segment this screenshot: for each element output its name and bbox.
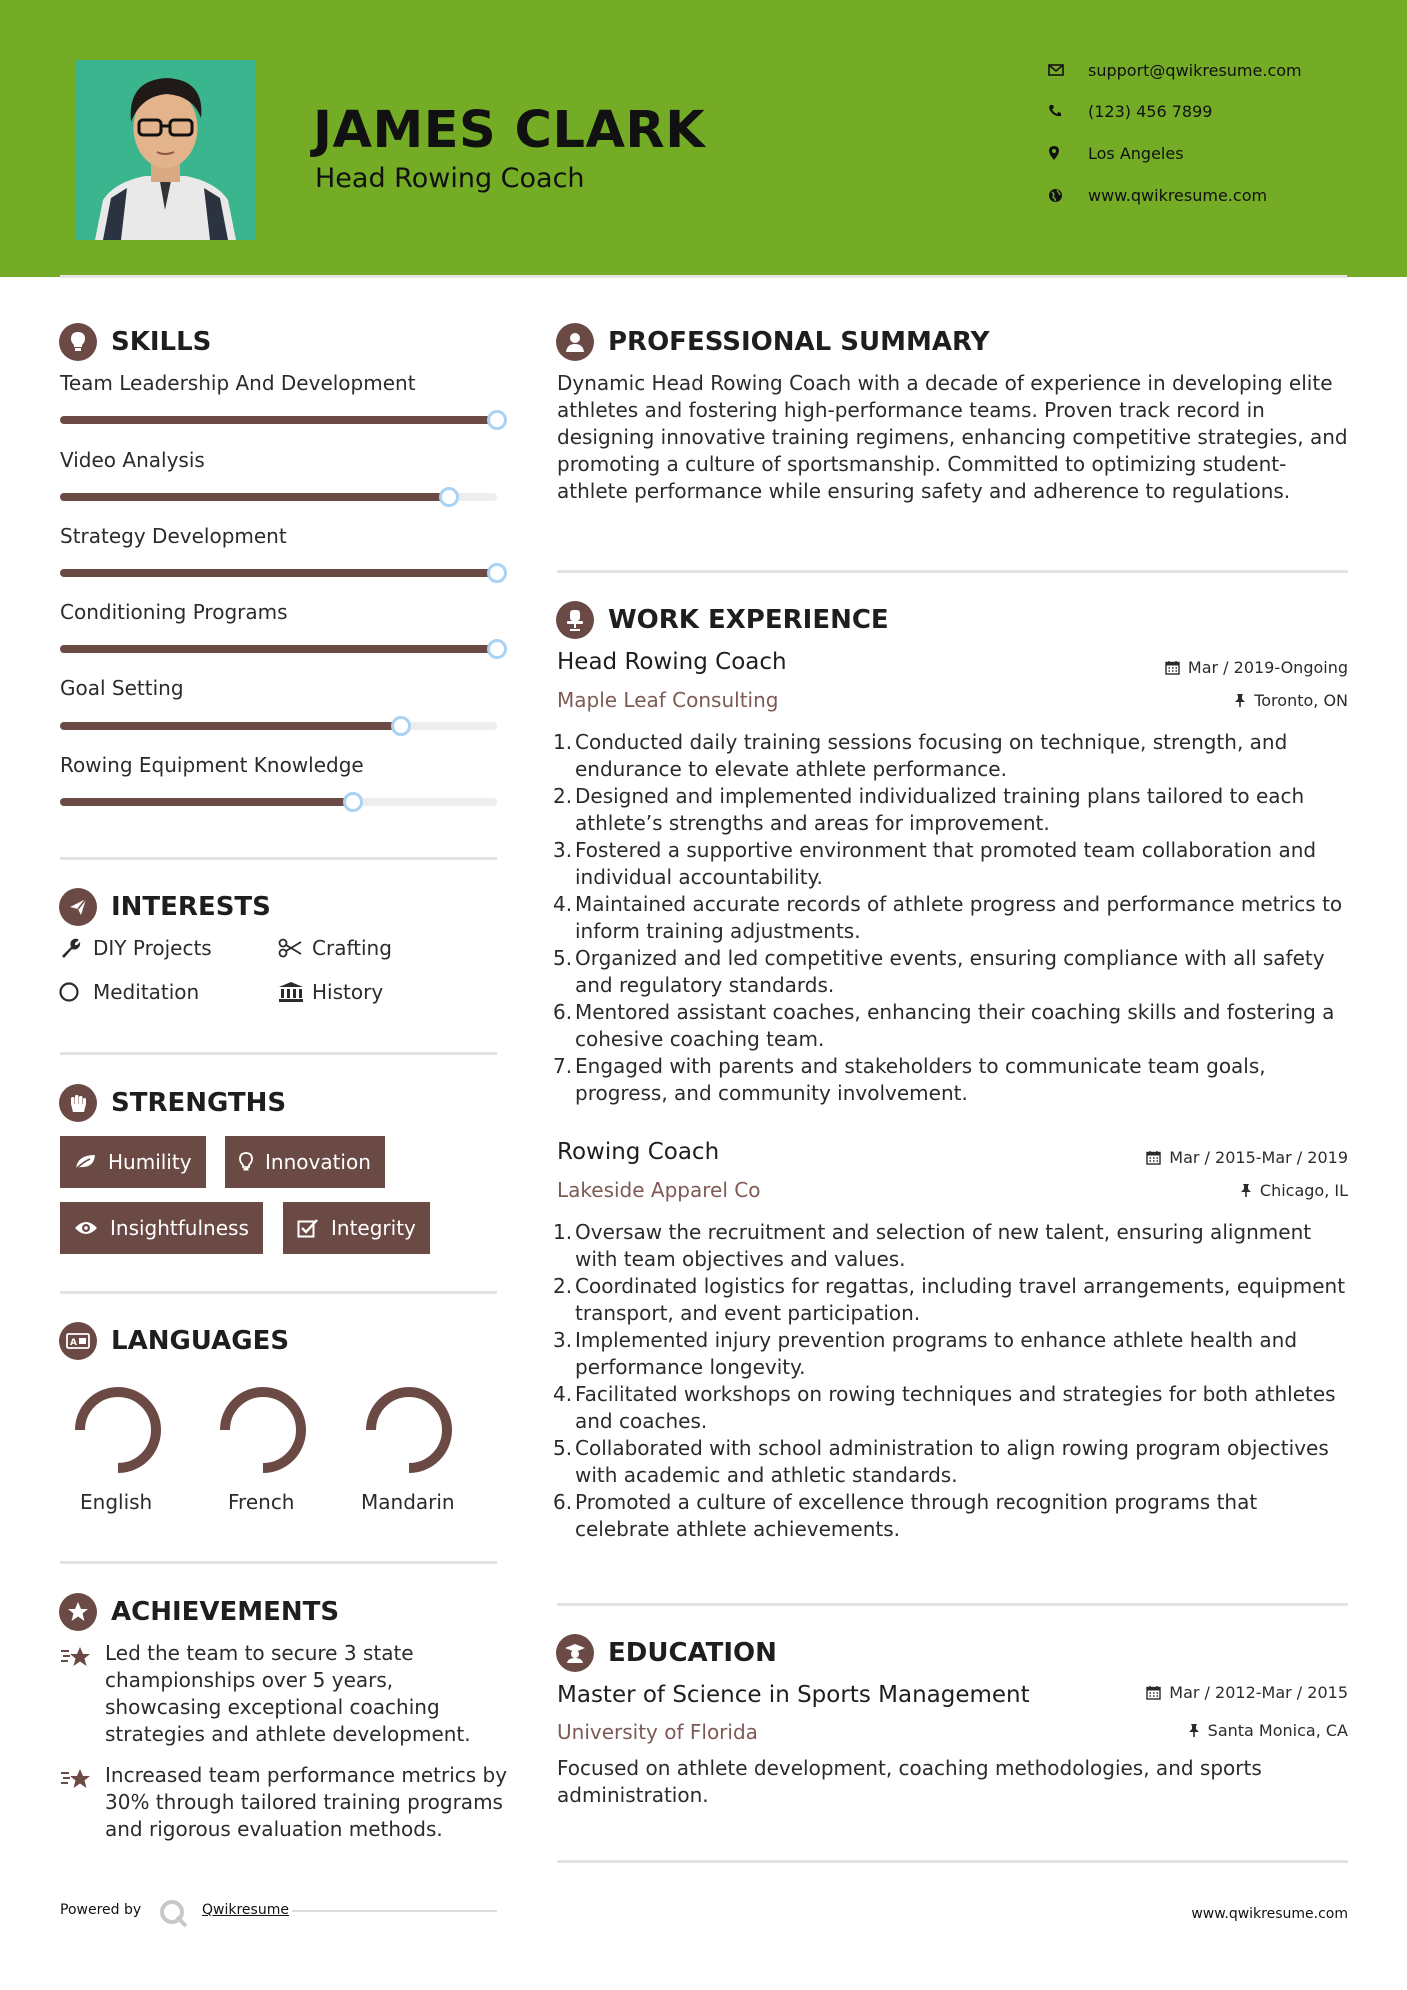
- interest-item: Crafting: [278, 936, 392, 960]
- section-divider: [557, 1860, 1348, 1863]
- duty-item: 1. Conducted daily training sessions focusing on technique, strength, and endurance to elevate athlete performance.: [553, 730, 1288, 781]
- museum-icon: [278, 981, 312, 1003]
- skill-bar-fill: [60, 493, 449, 501]
- duty-item: 6. Promoted a culture of excellence through recognition programs that celebrate athlete achievements.: [553, 1490, 1258, 1541]
- language-ring: [208, 1375, 318, 1485]
- lightbulb-icon: [59, 323, 97, 361]
- skill-bar: [60, 645, 497, 653]
- phone-icon: [1048, 104, 1088, 118]
- wrench-icon: [59, 937, 93, 959]
- duty-item: 2. Coordinated logistics for regattas, including travel arrangements, equipment transport, and event participation.: [553, 1274, 1346, 1325]
- interest-item: DIY Projects: [59, 936, 212, 960]
- pushpin-icon: [1240, 1183, 1252, 1198]
- skill-bar: [60, 798, 497, 806]
- job-dates: Mar / 2015-Mar / 2019: [1146, 1148, 1348, 1167]
- star-icon: [60, 1762, 105, 1843]
- globe-icon: [1048, 188, 1088, 203]
- skill-bar-knob: [391, 716, 411, 736]
- section-divider: [557, 1603, 1348, 1606]
- job-dates: Mar / 2019-Ongoing: [1165, 658, 1348, 677]
- calendar-icon: [1146, 1150, 1161, 1165]
- skill-bar-knob: [487, 410, 507, 430]
- skill-bar: [60, 569, 497, 577]
- duty-item: 5. Organized and led competitive events, ensuring compliance with all safety and regulatory standards.: [553, 946, 1325, 997]
- pushpin-icon: [1234, 693, 1246, 708]
- duty-list: [553, 1219, 1355, 1543]
- skill-bar-fill: [60, 722, 401, 730]
- company-name: Lakeside Apparel Co: [557, 1178, 761, 1202]
- job-location: Toronto, ON: [1234, 691, 1348, 710]
- skill-label: Video Analysis: [60, 448, 205, 472]
- skill-bar-fill: [60, 798, 353, 806]
- education-dates: Mar / 2012-Mar / 2015: [1146, 1683, 1348, 1702]
- strength-tag: Humility: [60, 1136, 206, 1188]
- skill-bar-fill: [60, 645, 497, 653]
- job-title: Rowing Coach: [557, 1139, 720, 1165]
- section-divider: [60, 1052, 497, 1055]
- duty-item: 5. Collaborated with school administration to align rowing program objectives with academic and athletic standards.: [553, 1436, 1329, 1487]
- languages-heading: A LANGUAGES: [59, 1322, 289, 1360]
- strength-tag: Innovation: [225, 1136, 385, 1188]
- calendar-icon: [1165, 660, 1180, 675]
- summary-text: Dynamic Head Rowing Coach with a decade of experience in developing elite athletes and fostering high-performance teams. Proven track record in designing innovative training regimens, enhancing competitive strategies, and promoting a culture of sportsmanship. Committed to optimizing student-athlete performance while ensuring safety and adherence to regulations.: [557, 371, 1348, 503]
- skill-label: Goal Setting: [60, 676, 184, 700]
- company-name: Maple Leaf Consulting: [557, 688, 779, 712]
- section-divider: [60, 1561, 497, 1564]
- calendar-icon: [1146, 1685, 1161, 1700]
- user-icon: [556, 323, 594, 361]
- duty-item: 2. Designed and implemented individualized training plans tailored to each athlete’s strengths and areas for improvement.: [553, 784, 1305, 835]
- duty-item: 3. Fostered a supportive environment that promoted team collaboration and individual accountability.: [553, 838, 1317, 889]
- duty-item: 6. Mentored assistant coaches, enhancing their coaching skills and fostering a cohesive coaching team.: [553, 1000, 1335, 1051]
- education-location: Santa Monica, CA: [1188, 1721, 1348, 1740]
- degree-title: Master of Science in Sports Management: [557, 1682, 1030, 1708]
- language-ring-arc: [80, 1392, 156, 1468]
- skill-bar-fill: [60, 569, 497, 577]
- location-icon: [1048, 145, 1088, 161]
- language-ring: [63, 1375, 173, 1485]
- skill-label: Conditioning Programs: [60, 600, 288, 624]
- skills-heading: SKILLS: [59, 323, 211, 361]
- interest-item: History: [278, 980, 383, 1004]
- skill-bar-knob: [343, 792, 363, 812]
- eye-icon: [74, 1220, 98, 1236]
- skill-bar-knob: [487, 639, 507, 659]
- language-label: English: [80, 1490, 153, 1514]
- job-location: Chicago, IL: [1240, 1181, 1348, 1200]
- svg-text:A: A: [70, 1338, 77, 1348]
- contact-email[interactable]: support@qwikresume.com: [1048, 55, 1348, 85]
- envelope-icon: [1048, 64, 1088, 76]
- duty-item: 3. Implemented injury prevention programs to enhance athlete health and performance longevity.: [553, 1328, 1298, 1379]
- language-label: French: [228, 1490, 295, 1514]
- experience-heading: WORK EXPERIENCE: [556, 601, 889, 639]
- language-ring-arc: [371, 1392, 447, 1468]
- scissors-icon: [278, 938, 312, 958]
- graduate-icon: [556, 1634, 594, 1672]
- footer-divider: [292, 1910, 497, 1912]
- interest-item: Meditation: [59, 980, 199, 1004]
- chair-icon: [556, 601, 594, 639]
- checkbox-icon: [297, 1218, 319, 1238]
- candidate-name: JAMES CLARK: [313, 101, 706, 160]
- qwikresume-logo-icon: [158, 1898, 190, 1930]
- language-card-icon: [59, 1322, 97, 1360]
- section-divider: [557, 570, 1348, 573]
- lightbulb-icon: [239, 1152, 253, 1172]
- strength-tag: Integrity: [283, 1202, 430, 1254]
- interests-heading: INTERESTS: [59, 888, 271, 926]
- candidate-title: Head Rowing Coach: [315, 163, 585, 194]
- star-icon: [59, 1593, 97, 1631]
- achievements-heading: ACHIEVEMENTS: [59, 1593, 339, 1631]
- skill-bar-knob: [487, 563, 507, 583]
- language-ring: [354, 1375, 464, 1485]
- summary-heading: PROFESSIONAL SUMMARY: [556, 323, 989, 361]
- skill-label: Rowing Equipment Knowledge: [60, 753, 364, 777]
- paper-plane-icon: [59, 888, 97, 926]
- fist-icon: [59, 1084, 97, 1122]
- duty-item: 4. Facilitated workshops on rowing techniques and strategies for both athletes and coaches.: [553, 1382, 1336, 1433]
- contact-location: Los Angeles: [1048, 138, 1348, 168]
- footer-website-link[interactable]: www.qwikresume.com: [1191, 1906, 1348, 1922]
- duty-item: 4. Maintained accurate records of athlete progress and performance metrics to inform training adjustments.: [553, 892, 1343, 943]
- language-label: Mandarin: [361, 1490, 455, 1514]
- skill-bar: [60, 493, 497, 501]
- duty-item: 7. Engaged with parents and stakeholders to communicate team goals, progress, and community involvement.: [553, 1054, 1266, 1105]
- language-ring-arc: [225, 1392, 301, 1468]
- duty-item: 1. Oversaw the recruitment and selection of new talent, ensuring alignment with team objectives and values.: [553, 1220, 1312, 1271]
- star-icon: [60, 1640, 105, 1748]
- header-divider: [60, 275, 1347, 278]
- skill-label: Strategy Development: [60, 524, 287, 548]
- powered-by-label: Powered by: [60, 1902, 142, 1918]
- section-divider: [60, 1291, 497, 1294]
- strengths-heading: STRENGTHS: [59, 1084, 286, 1122]
- pushpin-icon: [1188, 1723, 1200, 1738]
- skill-bar: [60, 722, 497, 730]
- achievement-item: Increased team performance metrics by 30% through tailored training programs and rigorous evaluation methods.: [60, 1762, 510, 1843]
- section-divider: [60, 857, 497, 860]
- strength-tag: Insightfulness: [60, 1202, 263, 1254]
- skill-label: Team Leadership And Development: [60, 371, 416, 395]
- contact-phone[interactable]: (123) 456 7899: [1048, 96, 1348, 126]
- job-title: Head Rowing Coach: [557, 649, 787, 675]
- education-heading: EDUCATION: [556, 1634, 777, 1672]
- achievement-item: Led the team to secure 3 state championships over 5 years, showcasing exceptional coaching strategies and athlete development.: [60, 1640, 510, 1748]
- skill-bar-fill: [60, 416, 497, 424]
- circle-icon: [59, 981, 93, 1003]
- school-name: University of Florida: [557, 1720, 758, 1744]
- leaf-icon: [74, 1153, 96, 1171]
- brand-link[interactable]: Qwikresume: [202, 1902, 289, 1918]
- duty-list: [553, 729, 1355, 1107]
- education-description: Focused on athlete development, coaching methodologies, and sports administration.: [557, 1756, 1262, 1807]
- skill-bar-knob: [439, 487, 459, 507]
- profile-photo: [75, 60, 256, 240]
- contact-website[interactable]: www.qwikresume.com: [1048, 180, 1348, 210]
- skill-bar: [60, 416, 497, 424]
